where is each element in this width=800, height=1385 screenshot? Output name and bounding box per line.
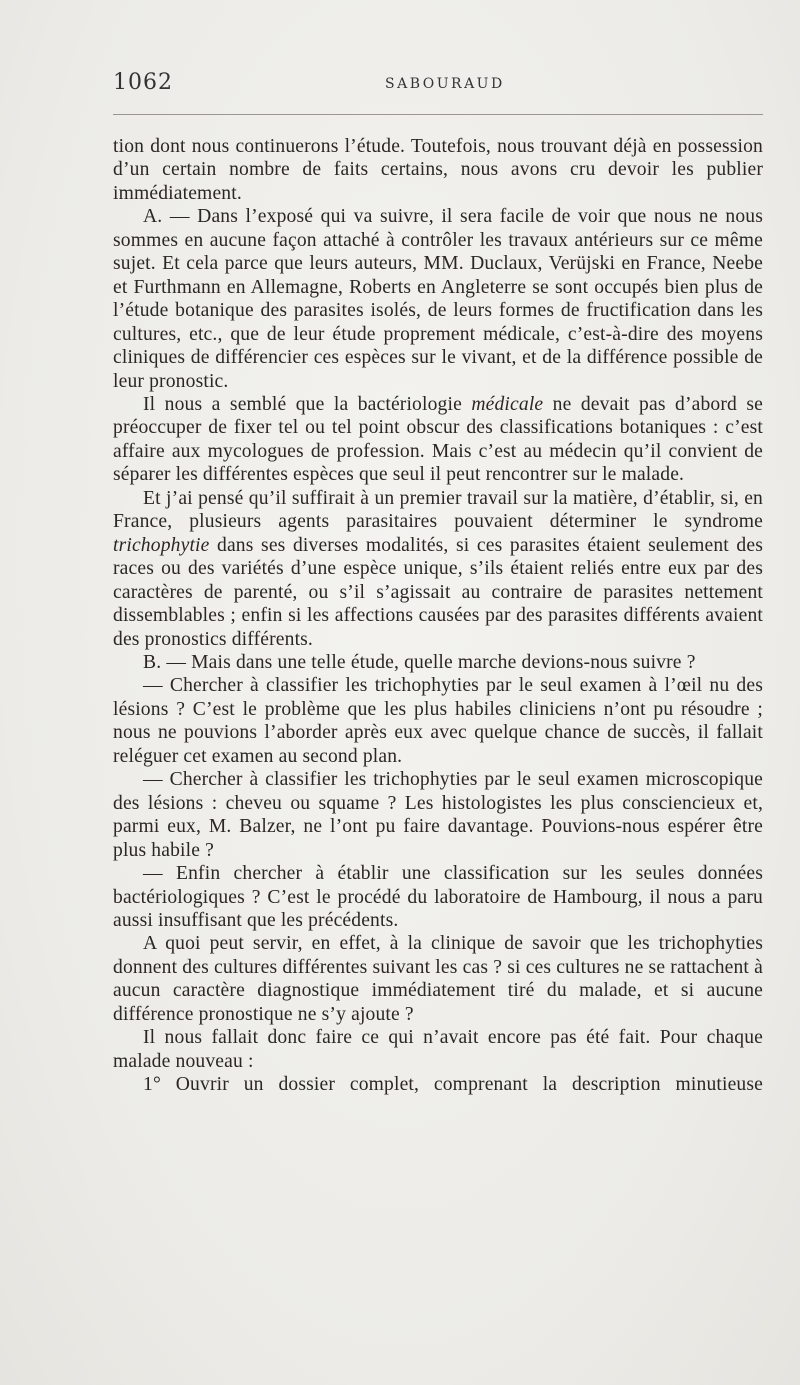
emphasis: trichophytie (113, 534, 210, 556)
body-text (113, 135, 763, 1097)
paragraph: Il nous a semblé que la bactériologie médicale ne devait pas d’abord se préoccuper de fixer tel ou tel point obscur des classifications botaniques : c’est affaire aux mycologues de profession. Mais c’est au médecin qu’il convient de séparer les différentes espèces que seul il peut rencontrer sur le malade. (113, 393, 764, 486)
paragraph: B. — Mais dans une telle étude, quelle marche devions-nous suivre ? (143, 651, 696, 673)
paragraph: — Chercher à classifier les trichophyties par le seul examen microscopique des lésions : cheveu ou squame ? Les histologistes les plus consciencieux et, parmi eux, M. Balzer, ne l’ont pu faire davantage. Pouvions-nous espérer être plus habile ? (113, 769, 763, 861)
paragraph: tion dont nous continuerons l’étude. Toutefois, nous trouvant déjà en possession d’un certain nombre de faits certains, nous avons cru devoir les publier immédiatement. (113, 136, 763, 204)
paragraph: A quoi peut servir, en effet, à la clinique de savoir que les trichophyties donnent des cultures différentes suivant les cas ? si ces cultures ne se rattachent à aucun caractère diagnostique immédiatement tiré du malade, et si aucune différence pronostique ne s’y ajoute ? (113, 933, 763, 1025)
header-rule (113, 114, 763, 115)
page-header (113, 70, 763, 100)
running-head: SABOURAUD (385, 76, 505, 92)
emphasis: médicale (471, 393, 544, 415)
paragraph: A. — Dans l’exposé qui va suivre, il sera facile de voir que nous ne nous sommes en aucune façon attaché à contrôler les travaux antérieurs sur ce même sujet. Et cela parce que leurs auteurs, MM. Duclaux, Verüjski en France, Neebe et Furthmann en Allemagne, Roberts en Angleterre se sont occupés bien plus de l’étude botanique des parasites isolés, de leurs formes de fructification dans les cultures, etc., que de leur étude proprement médicale, c’est-à-dire des moyens cliniques de différencier ces espèces sur le vivant, et de la différence possible de leur pronostic. (113, 206, 763, 392)
page-number: 1062 (113, 70, 173, 95)
paragraph: — Chercher à classifier les trichophyties par le seul examen à l’œil nu des lésions ? C’est le problème que les plus habiles cliniciens n’ont pu résoudre ; nous ne pouvions l’aborder après eux avec quelque chance de succès, il fallait reléguer cet examen au second plan. (113, 675, 763, 767)
paragraph: Il nous fallait donc faire ce qui n’avait encore pas été fait. Pour chaque malade nouveau : (113, 1027, 763, 1072)
paragraph: — Enfin chercher à établir une classification sur les seules données bactériologiques ? C’est le procédé du laboratoire de Hambourg, il nous a paru aussi insuffisant que les précédents. (113, 863, 763, 931)
paragraph: Et j’ai pensé qu’il suffirait à un premier travail sur la matière, d’établir, si, en France, plusieurs agents parasitaires pouvaient déterminer le syndrome trichophytie dans ses diverses modalités, si ces parasites étaient seulement des races ou des variétés d’une espèce unique, s’ils étaient reliés entre eux par des caractères de parenté, ou s’il s’agissait au contraire de parasites nettement dissemblables ; enfin si les affections causées par des parasites différents avaient des pronostics différents. (113, 487, 763, 650)
paragraph: 1° Ouvrir un dossier complet, comprenant la description minutieuse (143, 1074, 763, 1096)
